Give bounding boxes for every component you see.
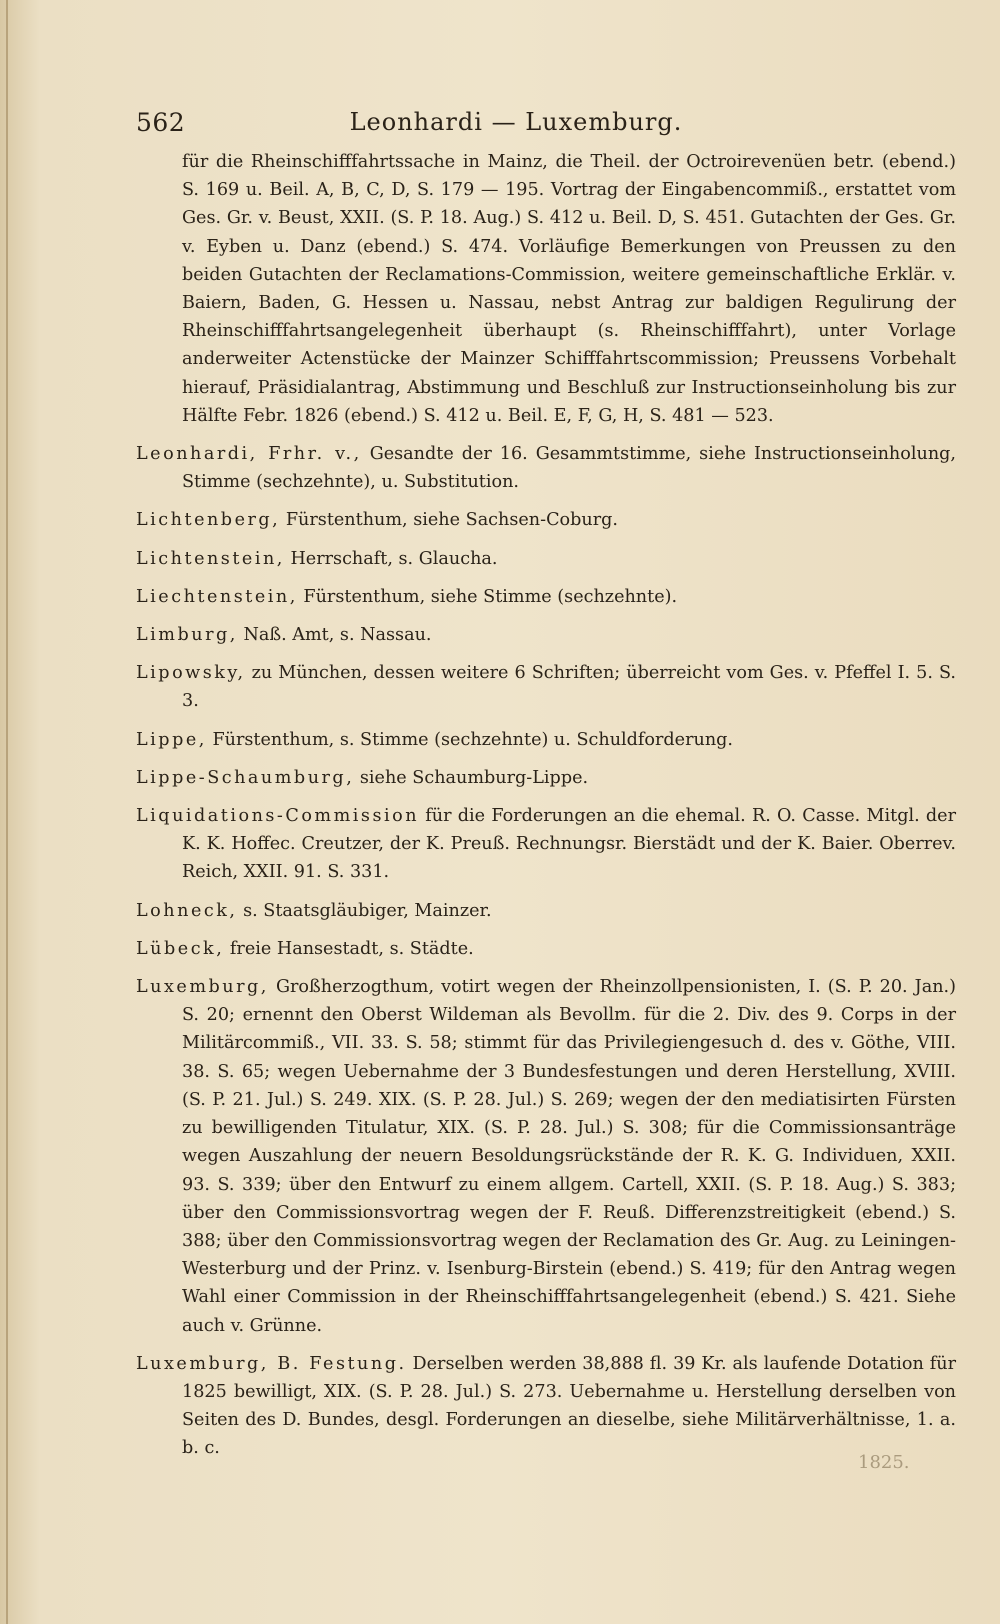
entry-text: Derselben werden 38,888 fl. 39 Kr. als laufende Dotation für 1825 bewilligt, XIX. (S. P. 28. Jul.) S. 273. Uebernahme u. Herstellung derselben von Seiten des D. Bundes, desgl. Forderungen an dieselbe, siehe Militärverhältnisse, 1. a. b. c. [182,1353,957,1459]
index-entry [136,935,956,963]
entry-text: siehe Schaumburg-Lippe. [359,767,589,788]
entry-text: s. Staatsgläubiger, Mainzer. [243,900,492,921]
entry-heading: Lohneck, [136,900,238,921]
index-entry [136,1350,956,1463]
index-entry [136,897,956,925]
entry-text: für die Forderungen an die ehemal. R. O. Casse. Mitgl. der K. K. Hoffec. Creutzer, der K. Preuß. Rechnungsr. Bierstädt und der K. Baier. Oberrev. Reich, XXII. 91. S. 331. [182,806,957,883]
index-entry [136,621,956,649]
index-entry [136,726,956,754]
entry-text: Naß. Amt, s. Nassau. [243,625,432,646]
entry-text: Fürstenthum, siehe Sachsen-Coburg. [285,510,618,531]
entry-heading: Liquidations-Commission [136,806,420,827]
entry-heading: Lippe-Schaumburg, [136,767,355,788]
index-entry [136,973,956,1340]
index-entry [136,440,956,496]
index-entry [136,764,956,792]
entry-text: für die Rheinschifffahrtssache in Mainz, die Theil. der Octroirevenüen betr. (ebend.) S. 169 u. Beil. A, B, C, D, S. 179 — 195. Vortrag der Eingabencommiß., erstattet vom Ges. Gr. v. Beust, XXII. (S. P. 18. Aug.) S. 412 u. Beil. D, S. 451. Gutachten der Ges. Gr. v. Eyben u. Danz (ebend.) S. 474. Vorläufige Bemerkungen von Preussen zu den beiden Gutachten der Reclamations-Commission, weitere gemeinschaftliche Erklär. v. Baiern, Baden, G. Hessen u. Nassau, nebst Antrag zur baldigen Regulirung der Rheinschifffahrtsangelegenheit überhaupt (s. Rheinschifffahrt), unter Vorlage anderweiter Actenstücke der Mainzer Schifffahrtscommission; Preussens Vorbehalt hierauf, Präsidialantrag, Abstimmung und Beschluß zur Instructionseinholung bis zur Hälfte Febr. 1826 (ebend.) S. 412 u. Beil. E, F, G, H, S. 481 — 523. [182,152,956,426]
index-entry [136,148,956,430]
entry-heading: Lichtenberg, [136,510,281,531]
entry-heading: Leonhardi, Frhr. v., [136,444,362,465]
entry-text: Herrschaft, s. Glaucha. [290,548,498,569]
index-entry [136,506,956,534]
entry-text: Fürstenthum, siehe Stimme (sechzehnte). [303,586,678,607]
entry-heading: Lichtenstein, [136,548,285,569]
index-entries [136,148,956,1473]
entry-text: freie Hansestadt, s. Städte. [229,938,474,959]
bleed-through-text: 1825. [858,1452,910,1473]
entry-heading: Lübeck, [136,938,225,959]
entry-heading: Lipowsky, [136,663,246,684]
entry-text: Fürstenthum, s. Stimme (sechzehnte) u. Schuldforderung. [212,729,734,750]
entry-text: Gesandte der 16. Gesammtstimme, siehe Instructionseinholung, Stimme (sechzehnte), u. Substitution. [182,444,957,493]
index-entry [136,802,956,887]
entry-heading: Limburg, [136,625,238,646]
index-entry [136,659,956,715]
binding-edge [6,0,8,1624]
entry-text: zu München, dessen weitere 6 Schriften; überreicht vom Ges. v. Pfeffel I. 5. S. 3. [182,663,956,712]
entry-heading: Lippe, [136,729,207,750]
index-entry [136,583,956,611]
entry-text: Großherzogthum, votirt wegen der Rheinzollpensionisten, I. (S. P. 20. Jan.) S. 20; ernennt den Oberst Wildeman als Bevollm. für die 2. Div. des 9. Corps in der Militärcommiß., VII. 33. S. 58; stimmt für das Privilegiengesuch d. des v. Göthe, VIII. 38. S. 65; wegen Uebernahme der 3 Bundesfestungen und deren Herstellung, XVIII. (S. P. 21. Jul.) S. 249. XIX. (S. P. 28. Jul.) S. 269; wegen der den mediatisirten Fürsten zu bewilligenden Titulatur, XIX. (S. P. 28. Jul.) S. 308; für die Commissionsanträge wegen Auszahlung der neuern Besoldungsrückstände der R. K. G. Individuen, XXII. 93. S. 339; über den Entwurf zu einem allgem. Cartell, XXII. (S. P. 18. Aug.) S. 383; über den Commissionsvortrag wegen der F. Reuß. Differenzstreitigkeit (ebend.) S. 388; über den Commissionsvortrag wegen der Reclamation des Gr. Aug. zu Leiningen-Westerburg und der Prinz. v. Isenburg-Birstein (ebend.) S. 419; für den Antrag wegen Wahl einer Commission in der Rheinschifffahrtsangelegenheit (ebend.) S. 421. Siehe auch v. Grünne. [182,977,956,1336]
index-entry [136,545,956,573]
page-number: 562 [136,108,186,137]
entry-heading: Luxemburg, [136,977,269,998]
entry-heading: Luxemburg, B. Festung. [136,1353,407,1374]
page-header [136,100,896,140]
entry-heading: Liechtenstein, [136,586,298,607]
running-title: Leonhardi — Luxemburg. [349,108,683,136]
